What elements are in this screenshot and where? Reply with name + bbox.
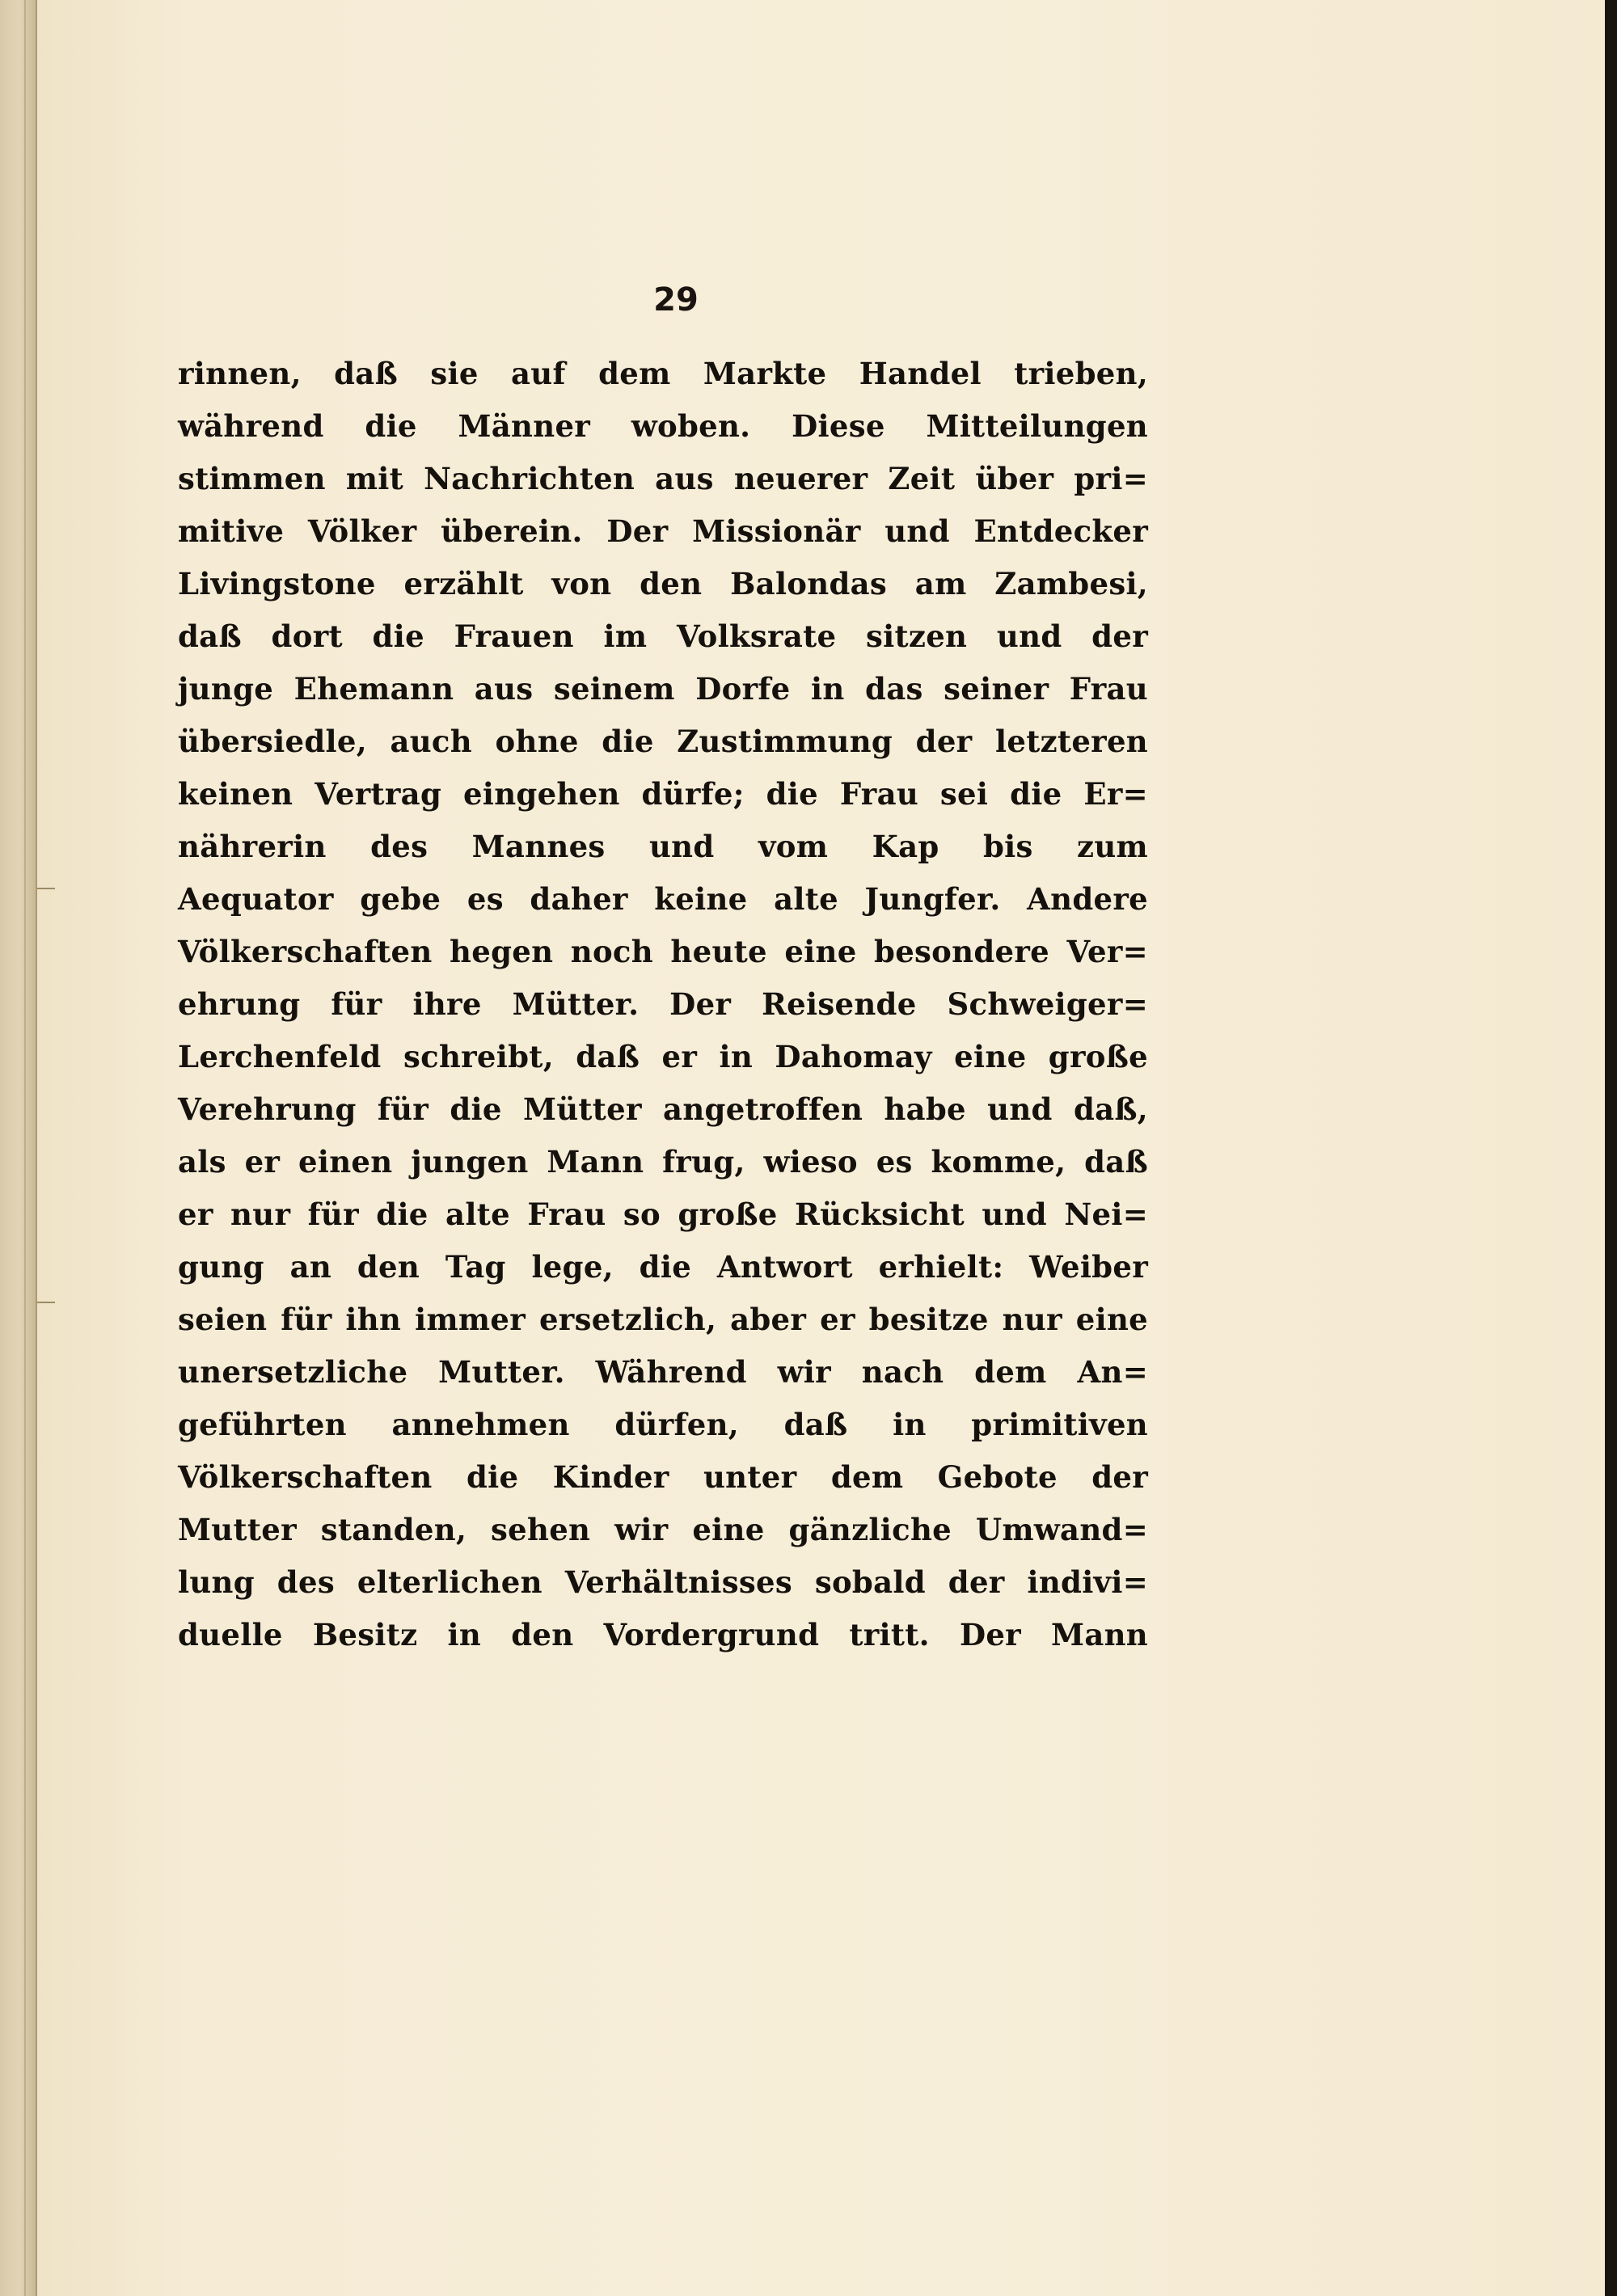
text-line: mitive Völker überein. Der Missionär und Entdecker <box>178 513 1148 549</box>
text-line: seien für ihn immer ersetzlich, aber er besitze nur eine <box>178 1302 1148 1337</box>
text-line: gung an den Tag lege, die Antwort erhielt: Weiber <box>178 1249 1148 1285</box>
text-line: junge Ehemann aus seinem Dorfe in das seiner Frau <box>178 671 1148 707</box>
text-line: Völkerschaften die Kinder unter dem Gebote der <box>178 1459 1148 1495</box>
text-line: während die Männer woben. Diese Mitteilungen <box>178 408 1148 444</box>
text-line: Livingstone erzählt von den Balondas am Zambesi, <box>178 566 1148 601</box>
body-text <box>178 348 1148 1661</box>
text-line: stimmen mit Nachrichten aus neuerer Zeit über pri= <box>178 461 1148 496</box>
text-line: lung des elterlichen Verhältnisses sobald der indivi= <box>178 1564 1148 1600</box>
text-line: unersetzliche Mutter. Während wir nach dem An= <box>178 1354 1148 1390</box>
text-line: Aequator gebe es daher keine alte Jungfer. Andere <box>178 881 1148 917</box>
text-line: ehrung für ihre Mütter. Der Reisende Schweiger= <box>178 986 1148 1022</box>
text-line: als er einen jungen Mann frug, wieso es komme, daß <box>178 1144 1148 1180</box>
book-page <box>37 0 1605 2296</box>
text-line: nährerin des Mannes und vom Kap bis zum <box>178 829 1148 864</box>
text-line: er nur für die alte Frau so große Rücksicht und Nei= <box>178 1197 1148 1232</box>
scan-border <box>1605 0 1617 2296</box>
page-edge-mark <box>37 1302 55 1303</box>
page-edge-mark <box>37 888 55 889</box>
text-line: rinnen, daß sie auf dem Markte Handel trieben, <box>178 356 1148 391</box>
text-line: daß dort die Frauen im Volksrate sitzen und der <box>178 618 1148 654</box>
text-line: Mutter standen, sehen wir eine gänzliche Umwand= <box>178 1512 1148 1547</box>
previous-page-edge <box>0 0 37 2296</box>
text-line: übersiedle, auch ohne die Zustimmung der letzteren <box>178 724 1148 759</box>
text-line: duelle Besitz in den Vordergrund tritt. Der Mann <box>178 1617 1148 1652</box>
text-line: geführten annehmen dürfen, daß in primitiven <box>178 1407 1148 1442</box>
page-number: 29 <box>653 281 699 319</box>
text-line: keinen Vertrag eingehen dürfe; die Frau sei die Er= <box>178 776 1148 812</box>
text-line: Verehrung für die Mütter angetroffen habe und daß, <box>178 1091 1148 1127</box>
text-line: Völkerschaften hegen noch heute eine besondere Ver= <box>178 934 1148 969</box>
gutter-line <box>24 0 26 2296</box>
text-line: Lerchenfeld schreibt, daß er in Dahomay eine große <box>178 1039 1148 1074</box>
